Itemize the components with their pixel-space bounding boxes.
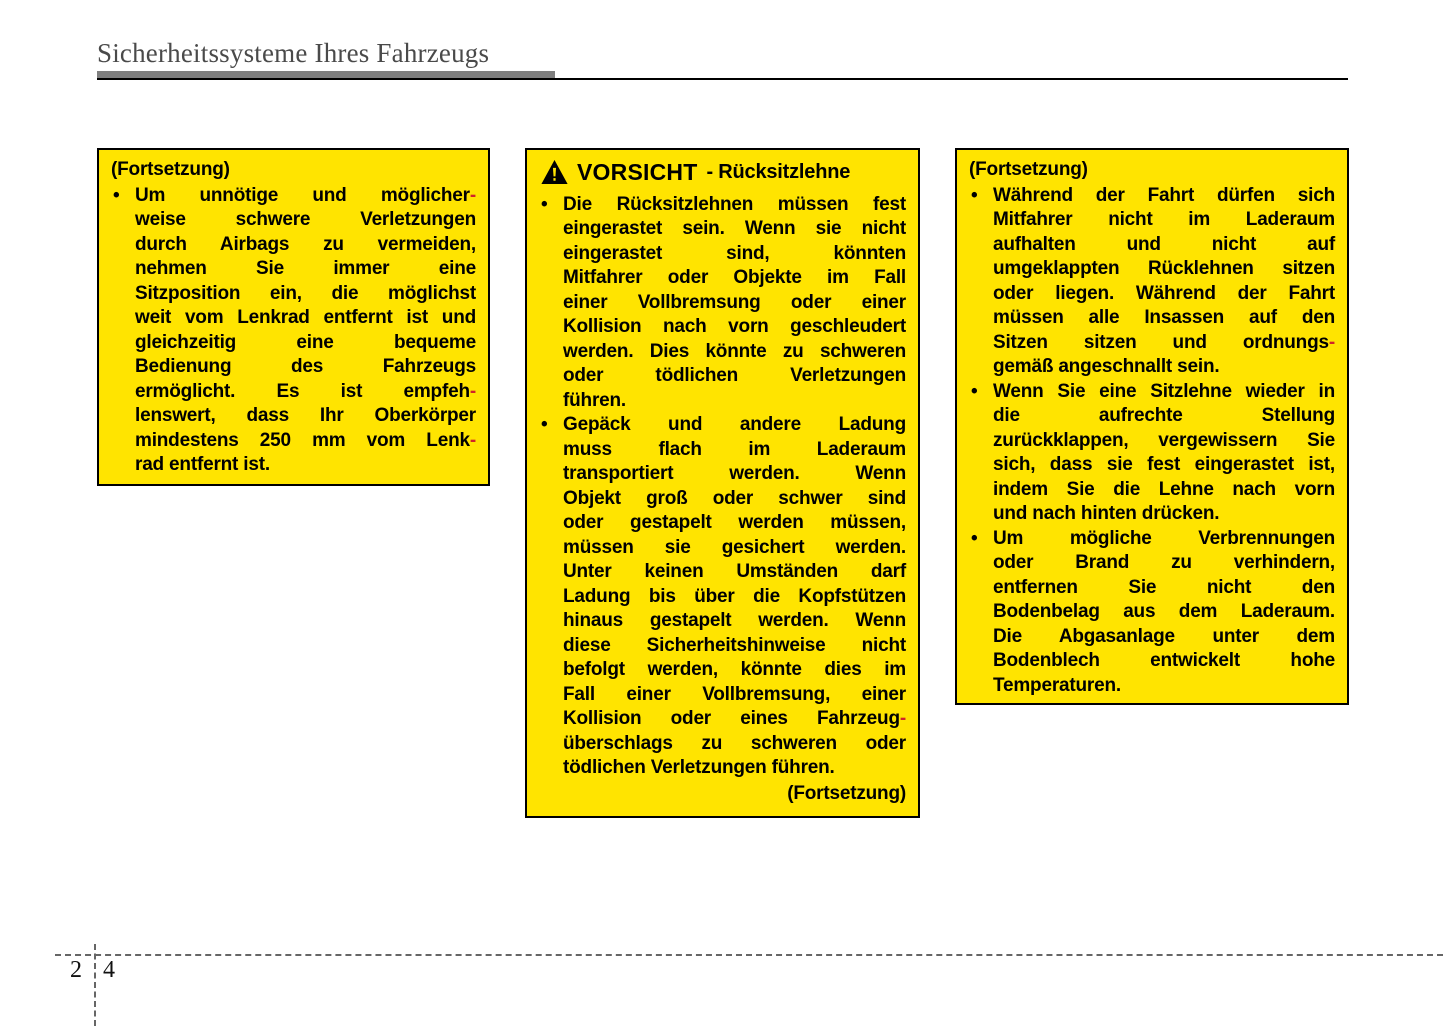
item-text xyxy=(135,184,476,478)
text-line: Ladung bis über die Kopfstützen xyxy=(563,585,906,607)
text-line: Kollision oder eines Fahrzeug- xyxy=(563,708,906,729)
warning-box-seatback xyxy=(525,148,920,818)
text-line: transportiert werden. Wenn xyxy=(563,463,906,484)
text-line: mindestens 250 mm vom Lenk- xyxy=(135,429,476,451)
text-line: gemäß angeschnallt sein. xyxy=(993,356,1220,377)
text-line: oder tödlichen Verletzungen xyxy=(563,365,906,386)
warning-list-item xyxy=(969,184,1335,380)
text-line: Bedienung des Fahrzeugs xyxy=(135,356,476,377)
text-line: müssen alle Insassen auf den xyxy=(993,307,1335,328)
text-line: und nach hinten drücken. xyxy=(993,503,1220,524)
text-line: muss flach im Laderaum xyxy=(563,438,906,460)
text-line: Fall einer Vollbremsung, einer xyxy=(563,683,906,705)
warning-list-item xyxy=(111,184,476,478)
line-break-hyphen: - xyxy=(469,429,476,451)
text-line: Die Abgasanlage unter dem xyxy=(993,625,1335,647)
text-line: oder liegen. Während der Fahrt xyxy=(993,282,1335,304)
text-line: oder Brand zu verhindern, xyxy=(993,552,1335,573)
text-line: aufhalten und nicht auf xyxy=(993,233,1335,255)
text-line: Um unnötige und möglicher- xyxy=(135,184,476,206)
page-title: Sicherheitssysteme Ihres Fahrzeugs xyxy=(97,38,490,68)
text-line: Bodenblech entwickelt hohe xyxy=(993,650,1335,671)
text-line: rad entfernt ist. xyxy=(135,454,270,475)
item-text xyxy=(563,193,906,414)
text-line: oder gestapelt werden müssen, xyxy=(563,512,906,533)
text-line: zurückklappen, vergewissern Sie xyxy=(993,429,1335,451)
line-break-hyphen: - xyxy=(899,708,906,729)
warning-header xyxy=(541,160,906,185)
text-line: müssen sie gesichert werden. xyxy=(563,536,906,558)
bullet-icon: • xyxy=(971,527,978,549)
text-line: Um mögliche Verbrennungen xyxy=(993,527,1335,549)
warning-list-item xyxy=(969,527,1335,699)
text-line: diese Sicherheitshinweise nicht xyxy=(563,634,906,656)
text-line: Während der Fahrt dürfen sich xyxy=(993,184,1335,206)
continuation-note: (Fortsetzung) xyxy=(787,782,906,804)
text-line: eingerastet sein. Wenn sie nicht xyxy=(563,218,906,239)
text-line: Objekt groß oder schwer sind xyxy=(563,487,906,509)
warning-label: VORSICHT xyxy=(577,159,698,185)
text-line: umgeklappten Rücklehnen sitzen xyxy=(993,258,1335,279)
continuation-title: (Fortsetzung) xyxy=(111,159,230,180)
warning-list xyxy=(539,193,906,781)
text-line: nehmen Sie immer eine xyxy=(135,258,476,279)
continuation-title: (Fortsetzung) xyxy=(969,159,1088,180)
item-text xyxy=(993,184,1335,380)
item-text xyxy=(993,527,1335,699)
bullet-icon: • xyxy=(971,380,978,402)
footer-crop-mark xyxy=(94,944,96,1026)
warning-box-airbag-continuation xyxy=(97,148,490,486)
text-line: entfernen Sie nicht den xyxy=(993,576,1335,598)
text-line: die aufrechte Stellung xyxy=(993,405,1335,426)
text-line: Unter keinen Umständen darf xyxy=(563,561,906,582)
text-line: Gepäck und andere Ladung xyxy=(563,414,906,435)
footer-dashed-rule xyxy=(55,954,1443,956)
text-line: Mitfahrer nicht im Laderaum xyxy=(993,209,1335,230)
bullet-icon: • xyxy=(541,193,548,215)
text-line: Mitfahrer oder Objekte im Fall xyxy=(563,267,906,288)
text-line: Die Rücksitzlehnen müssen fest xyxy=(563,193,906,215)
text-line: Temperaturen. xyxy=(993,674,1121,696)
warning-triangle-icon xyxy=(541,160,568,184)
text-line: befolgt werden, könnte dies im xyxy=(563,659,906,680)
text-line: weit vom Lenkrad entfernt ist und xyxy=(135,307,476,328)
warning-subject: - Rücksitzlehne xyxy=(706,161,851,183)
warning-list xyxy=(111,184,476,478)
text-line: Sitzposition ein, die möglichst xyxy=(135,282,476,304)
item-text xyxy=(563,413,906,781)
text-line: einer Vollbremsung oder einer xyxy=(563,291,906,313)
text-line: lenswert, dass Ihr Oberkörper xyxy=(135,405,476,426)
text-line: tödlichen Verletzungen führen. xyxy=(563,757,835,778)
text-line: ermöglicht. Es ist empfeh- xyxy=(135,380,476,402)
warning-list-item xyxy=(969,380,1335,527)
bullet-icon: • xyxy=(541,414,548,435)
line-break-hyphen: - xyxy=(469,380,476,402)
line-break-hyphen: - xyxy=(1328,331,1335,353)
text-line: indem Sie die Lehne nach vorn xyxy=(993,478,1335,500)
text-line: Bodenbelag aus dem Laderaum. xyxy=(993,601,1335,622)
item-text xyxy=(993,380,1335,527)
text-line: sich, dass sie fest eingerastet ist, xyxy=(993,454,1335,475)
title-rule xyxy=(97,78,1348,80)
text-line: Wenn Sie eine Sitzlehne wieder in xyxy=(993,380,1335,402)
text-line: Sitzen sitzen und ordnungs- xyxy=(993,331,1335,353)
bullet-icon: • xyxy=(971,184,978,206)
warning-box-cargo-continuation xyxy=(955,148,1349,705)
text-line: weise schwere Verletzungen xyxy=(135,209,476,230)
bullet-icon: • xyxy=(113,184,120,206)
page-number-page: 4 xyxy=(103,957,115,983)
warning-list xyxy=(969,184,1335,699)
warning-list-item xyxy=(539,413,906,781)
text-line: überschlags zu schweren oder xyxy=(563,732,906,754)
text-line: werden. Dies könnte zu schweren xyxy=(563,340,906,362)
page-number-chapter: 2 xyxy=(70,957,82,983)
warning-list-item xyxy=(539,193,906,414)
text-line: gleichzeitig eine bequeme xyxy=(135,331,476,353)
text-line: durch Airbags zu vermeiden, xyxy=(135,233,476,255)
text-line: führen. xyxy=(563,389,626,411)
text-line: Kollision nach vorn geschleudert xyxy=(563,316,906,337)
line-break-hyphen: - xyxy=(469,184,476,206)
text-line: eingerastet sind, könnten xyxy=(563,242,906,264)
text-line: hinaus gestapelt werden. Wenn xyxy=(563,610,906,631)
